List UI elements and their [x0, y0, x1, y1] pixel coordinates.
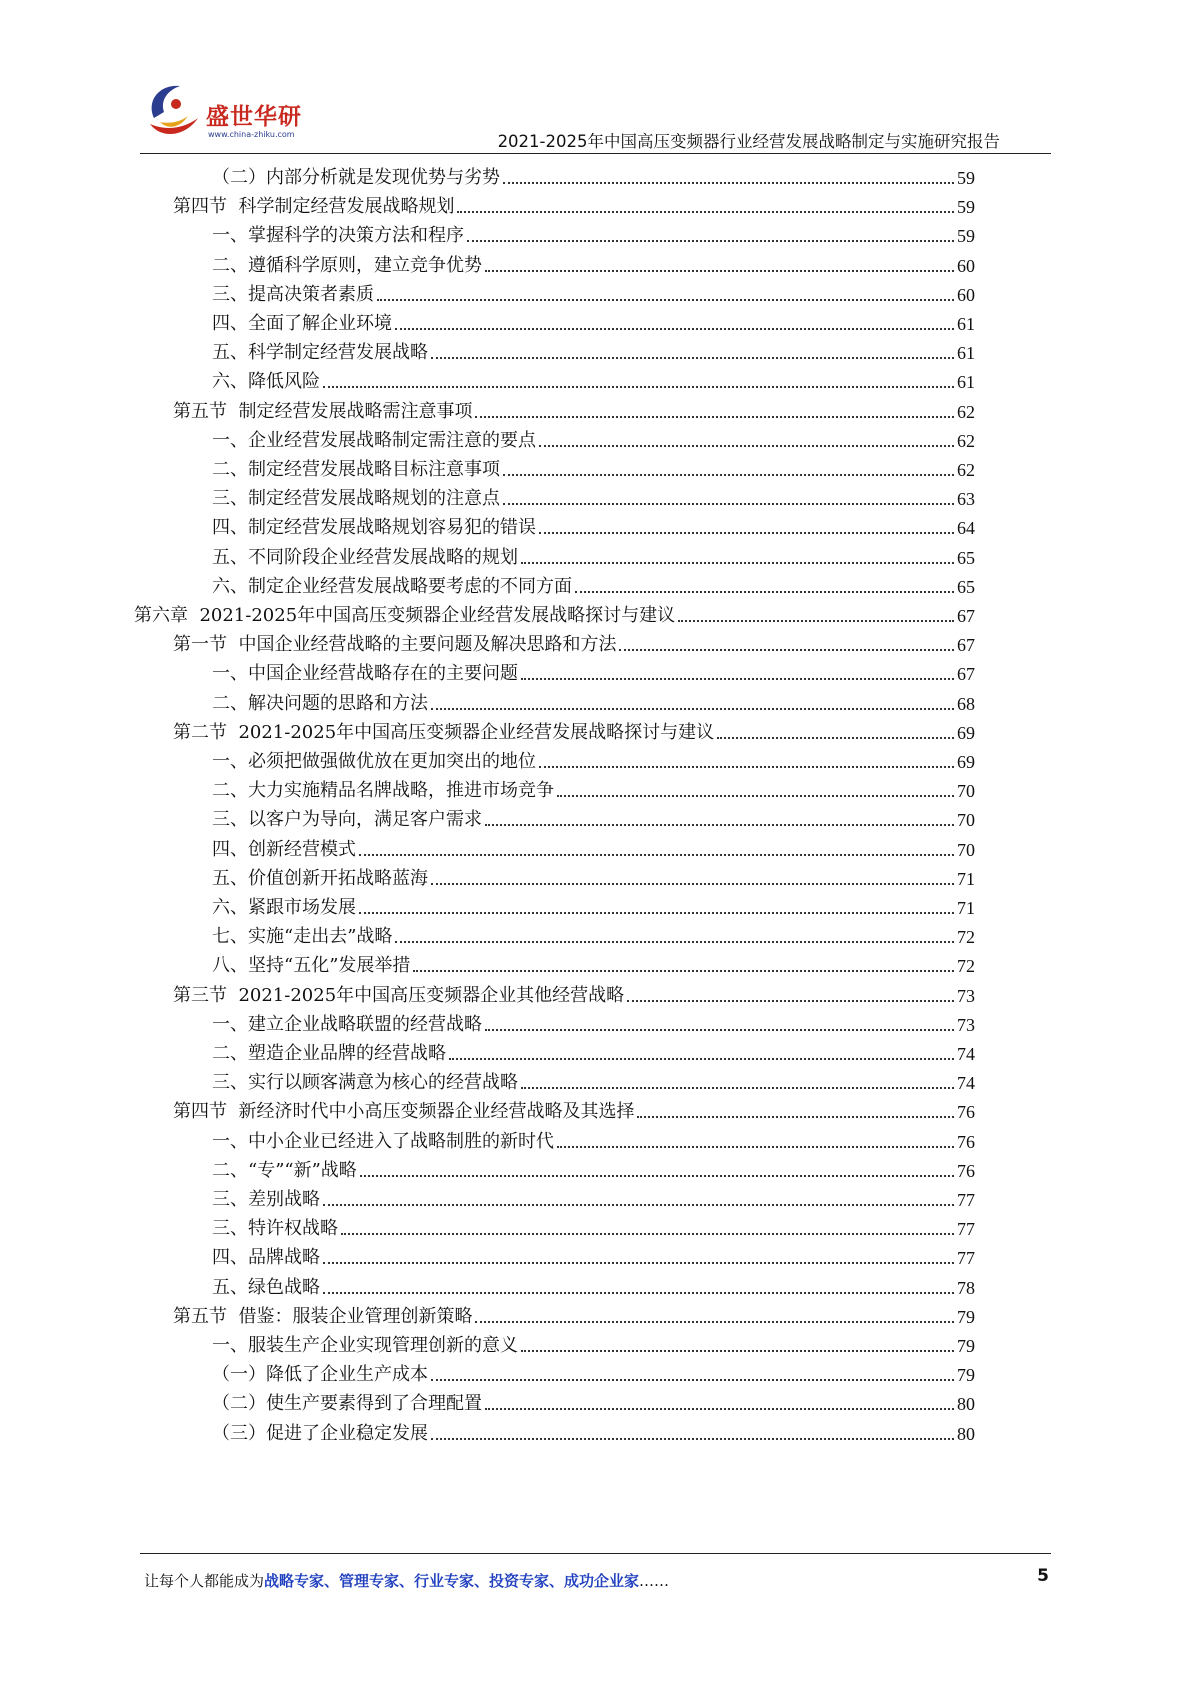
- toc-entry[interactable]: [212, 918, 975, 948]
- toc-entry-page: 74: [957, 1073, 975, 1094]
- toc-entry[interactable]: [212, 305, 975, 335]
- toc-entry-label: 三、差别战略: [212, 1189, 320, 1210]
- toc-entry-label: 第三节 2021-2025年中国高压变频器企业其他经营战略: [173, 984, 625, 1006]
- toc-entry-page: 65: [957, 547, 975, 568]
- toc-entry[interactable]: [212, 1035, 975, 1065]
- toc-entry[interactable]: [212, 1385, 975, 1415]
- toc-entry-page: 70: [957, 839, 975, 860]
- toc-entry-page: 74: [957, 1044, 975, 1064]
- toc-entry-page: 68: [957, 693, 975, 714]
- toc-leader-dots: [485, 270, 954, 272]
- toc-entry-label: 三、实行以顾客满意为核心的经营战略: [212, 1072, 518, 1094]
- toc-entry-page: 70: [957, 781, 975, 802]
- toc-entry[interactable]: [212, 1152, 975, 1182]
- toc-entry[interactable]: [212, 217, 975, 247]
- toc-entry[interactable]: [173, 626, 975, 656]
- toc-leader-dots: [503, 182, 954, 184]
- toc-entry-page: 61: [957, 372, 975, 393]
- toc-entry-page: 61: [957, 314, 975, 334]
- toc-entry-page: 69: [957, 722, 975, 743]
- toc-entry[interactable]: [173, 1093, 975, 1123]
- page-number: 5: [1037, 1566, 1049, 1586]
- toc-entry-page: 64: [957, 518, 975, 539]
- toc-entry[interactable]: [212, 276, 975, 306]
- toc-entry-label: 一、中小企业已经进入了战略制胜的新时代: [212, 1130, 554, 1152]
- toc-leader-dots: [485, 1029, 954, 1031]
- toc-entry-label: （三）促进了企业稳定发展: [212, 1422, 428, 1444]
- toc-leader-dots: [627, 1000, 954, 1002]
- toc-entry-label: 四、创新经营模式: [212, 838, 356, 860]
- toc-entry-label: 四、品牌战略: [212, 1247, 320, 1269]
- toc-entry-page: 59: [957, 168, 975, 188]
- toc-entry[interactable]: [212, 1356, 975, 1386]
- toc-leader-dots: [503, 503, 954, 505]
- toc-entry-label: 一、必须把做强做优放在更加突出的地位: [212, 751, 536, 772]
- toc-leader-dots: [323, 386, 954, 388]
- toc-entry-label: 第四节 科学制定经营发展战略规划: [173, 196, 455, 218]
- toc-leader-dots: [475, 416, 954, 418]
- toc-entry-page: 60: [957, 255, 975, 276]
- toc-entry-label: 四、制定经营发展战略规划容易犯的错误: [212, 517, 536, 539]
- toc-entry[interactable]: [212, 1269, 975, 1299]
- toc-entry-label: 五、不同阶段企业经营发展战略的规划: [212, 546, 518, 568]
- footer-divider: [140, 1553, 1051, 1554]
- toc-leader-dots: [377, 299, 954, 301]
- toc-entry-page: 67: [957, 635, 975, 656]
- toc-leader-dots: [395, 941, 954, 943]
- toc-entry[interactable]: [212, 1064, 975, 1094]
- toc-entry-label: 二、制定经营发展战略目标注意事项: [212, 459, 500, 480]
- toc-entry-label: 三、特许权战略: [212, 1218, 338, 1240]
- toc-entry-page: 80: [957, 1394, 975, 1415]
- toc-entry[interactable]: [212, 655, 975, 685]
- toc-leader-dots: [359, 854, 954, 856]
- toc-entry-page: 79: [957, 1336, 975, 1356]
- toc-entry-page: 77: [957, 1190, 975, 1210]
- toc-entry[interactable]: [212, 1415, 975, 1445]
- toc-leader-dots: [503, 474, 954, 476]
- footer-slogan-suffix: ……: [639, 1572, 670, 1590]
- toc-entry[interactable]: [173, 188, 975, 218]
- toc-entry-page: 73: [957, 985, 975, 1006]
- toc-entry-label: 五、绿色战略: [212, 1276, 320, 1298]
- toc-entry-label: 一、服装生产企业实现管理创新的意义: [212, 1335, 518, 1356]
- toc-entry[interactable]: [212, 480, 975, 510]
- toc-entry[interactable]: [212, 1181, 975, 1211]
- toc-entry-page: 71: [957, 898, 975, 918]
- toc-entry-page: 76: [957, 1102, 975, 1123]
- toc-entry[interactable]: [212, 539, 975, 569]
- toc-entry-page: 76: [957, 1160, 975, 1181]
- document-title: 2021-2025年中国高压变频器行业经营发展战略制定与实施研究报告: [497, 132, 1000, 151]
- toc-entry-page: 61: [957, 343, 975, 364]
- toc-entry-label: 七、实施“走出去”战略: [212, 926, 393, 948]
- toc-entry-label: 第五节 制定经营发展战略需注意事项: [173, 400, 473, 422]
- toc-entry-page: 79: [957, 1365, 975, 1386]
- toc-entry-page: 78: [957, 1277, 975, 1298]
- toc-entry[interactable]: [212, 247, 975, 277]
- toc-entry-label: 二、遵循科学原则，建立竞争优势: [212, 254, 482, 276]
- toc-leader-dots: [539, 445, 954, 447]
- toc-entry[interactable]: [134, 597, 975, 627]
- toc-entry-label: 六、紧跟市场发展: [212, 897, 356, 918]
- toc-entry-label: 五、科学制定经营发展战略: [212, 342, 428, 364]
- toc-entry-page: 79: [957, 1306, 975, 1327]
- toc-entry-page: 67: [957, 606, 975, 626]
- toc-entry-page: 69: [957, 752, 975, 772]
- toc-entry-label: 二、塑造企业品牌的经营战略: [212, 1043, 446, 1064]
- toc-leader-dots: [431, 357, 954, 359]
- toc-entry-label: 第四节 新经济时代中小高压变频器企业经营战略及其选择: [173, 1101, 635, 1123]
- toc-entry-page: 59: [957, 197, 975, 218]
- toc-entry[interactable]: [212, 889, 975, 919]
- toc-entry[interactable]: [173, 393, 975, 423]
- toc-entry-label: 二、“专”“新”战略: [212, 1159, 357, 1181]
- toc-leader-dots: [678, 620, 954, 622]
- toc-entry-page: 71: [957, 868, 975, 889]
- toc-leader-dots: [449, 1058, 954, 1060]
- toc-entry-label: （一）降低了企业生产成本: [212, 1364, 428, 1386]
- toc-entry[interactable]: [212, 772, 975, 802]
- toc-leader-dots: [539, 766, 954, 768]
- company-logo: [140, 78, 315, 148]
- logo-swoosh-icon: [140, 78, 206, 144]
- toc-entry-label: 八、坚持“五化”发展举措: [212, 955, 411, 977]
- toc-entry-page: 62: [957, 401, 975, 422]
- toc-entry-label: 第一节 中国企业经营战略的主要问题及解决思路和方法: [173, 634, 617, 656]
- toc-entry-label: （二）内部分析就是发现优势与劣势: [212, 167, 500, 188]
- toc-leader-dots: [521, 562, 954, 564]
- toc-entry-page: 59: [957, 226, 975, 247]
- toc-entry-page: 72: [957, 956, 975, 977]
- toc-entry[interactable]: [212, 801, 975, 831]
- toc-leader-dots: [360, 1175, 954, 1177]
- toc-leader-dots: [521, 1350, 954, 1352]
- toc-entry-page: 70: [957, 810, 975, 831]
- toc-entry-page: 76: [957, 1131, 975, 1152]
- toc-entry[interactable]: [212, 363, 975, 393]
- toc-leader-dots: [341, 1233, 954, 1235]
- toc-entry-page: 72: [957, 927, 975, 948]
- toc-entry-label: 三、提高决策者素质: [212, 283, 374, 305]
- toc-leader-dots: [359, 912, 954, 914]
- toc-entry-label: 第六章 2021-2025年中国高压变频器企业经营发展战略探讨与建议: [134, 605, 676, 626]
- toc-leader-dots: [323, 1292, 954, 1294]
- toc-entry-label: 五、价值创新开拓战略蓝海: [212, 867, 428, 889]
- toc-leader-dots: [395, 328, 954, 330]
- toc-entry[interactable]: [212, 743, 975, 773]
- toc-entry-label: 三、制定经营发展战略规划的注意点: [212, 488, 500, 510]
- toc-leader-dots: [521, 1087, 954, 1089]
- toc-leader-dots: [457, 211, 954, 213]
- toc-entry[interactable]: [212, 831, 975, 861]
- toc-leader-dots: [413, 970, 954, 972]
- toc-entry-label: 一、企业经营发展战略制定需注意的要点: [212, 429, 536, 451]
- toc-leader-dots: [323, 1262, 954, 1264]
- toc-leader-dots: [431, 1438, 954, 1440]
- toc-leader-dots: [619, 649, 954, 651]
- toc-entry[interactable]: [173, 714, 975, 744]
- footer-slogan-prefix: 让每个人都能成为: [144, 1572, 265, 1590]
- toc-leader-dots: [557, 795, 954, 797]
- toc-entry-page: 65: [957, 576, 975, 597]
- toc-leader-dots: [431, 883, 954, 885]
- footer-slogan-highlight: 战略专家、管理专家、行业专家、投资专家、成功企业家: [264, 1572, 640, 1590]
- toc-entry-page: 77: [957, 1248, 975, 1269]
- toc-leader-dots: [557, 1146, 954, 1148]
- toc-entry[interactable]: [212, 947, 975, 977]
- toc-entry-label: 第二节 2021-2025年中国高压变频器企业经营发展战略探讨与建议: [173, 721, 715, 743]
- toc-leader-dots: [431, 708, 954, 710]
- toc-entry[interactable]: [173, 1298, 975, 1328]
- toc-entry-label: 一、建立企业战略联盟的经营战略: [212, 1013, 482, 1035]
- toc-entry-label: 六、制定企业经营发展战略要考虑的不同方面: [212, 575, 572, 597]
- toc-entry[interactable]: [212, 451, 975, 481]
- toc-leader-dots: [539, 532, 954, 534]
- toc-leader-dots: [575, 591, 954, 593]
- toc-leader-dots: [485, 824, 954, 826]
- toc-entry-label: 一、掌握科学的决策方法和程序: [212, 225, 464, 247]
- logo-url: www.china-zhiku.com: [208, 130, 295, 139]
- toc-entry-page: 67: [957, 664, 975, 685]
- toc-entry-page: 63: [957, 489, 975, 510]
- toc-entry-label: 三、以客户为导向，满足客户需求: [212, 809, 482, 831]
- header-divider: [140, 153, 1051, 154]
- toc-entry-label: 六、降低风险: [212, 371, 320, 393]
- toc-entry-page: 60: [957, 284, 975, 305]
- toc-entry-page: 62: [957, 460, 975, 480]
- toc-entry[interactable]: [212, 334, 975, 364]
- toc-leader-dots: [467, 240, 954, 242]
- toc-entry[interactable]: [212, 568, 975, 598]
- toc-leader-dots: [475, 1321, 954, 1323]
- toc-leader-dots: [521, 678, 954, 680]
- toc-leader-dots: [637, 1116, 954, 1118]
- toc-leader-dots: [485, 1408, 954, 1410]
- toc-entry[interactable]: [212, 1123, 975, 1153]
- toc-entry-label: 二、解决问题的思路和方法: [212, 692, 428, 714]
- toc-entry-page: 73: [957, 1014, 975, 1035]
- toc-entry[interactable]: [212, 860, 975, 890]
- toc-entry-label: 一、中国企业经营战略存在的主要问题: [212, 663, 518, 685]
- toc-entry-label: （二）使生产要素得到了合理配置: [212, 1393, 482, 1415]
- toc-entry-page: 77: [957, 1219, 975, 1240]
- toc-entry[interactable]: [212, 509, 975, 539]
- toc-entry-page: 62: [957, 430, 975, 451]
- toc-entry[interactable]: [212, 1239, 975, 1269]
- footer-slogan: [144, 1570, 669, 1591]
- toc-leader-dots: [717, 737, 954, 739]
- toc-entry-label: 四、全面了解企业环境: [212, 313, 392, 334]
- toc-entry[interactable]: [212, 159, 975, 189]
- toc-entry-label: 二、大力实施精品名牌战略，推进市场竞争: [212, 780, 554, 802]
- toc-entry[interactable]: [212, 1210, 975, 1240]
- toc-entry[interactable]: [173, 977, 975, 1007]
- toc-entry-label: 第五节 借鉴：服装企业管理创新策略: [173, 1305, 473, 1327]
- logo-name: 盛世华研: [206, 104, 302, 130]
- toc-entry[interactable]: [212, 685, 975, 715]
- toc-entry[interactable]: [212, 422, 975, 452]
- toc-leader-dots: [431, 1379, 954, 1381]
- toc-leader-dots: [323, 1204, 954, 1206]
- toc-entry-page: 80: [957, 1423, 975, 1444]
- toc-entry[interactable]: [212, 1006, 975, 1036]
- toc-entry[interactable]: [212, 1327, 975, 1357]
